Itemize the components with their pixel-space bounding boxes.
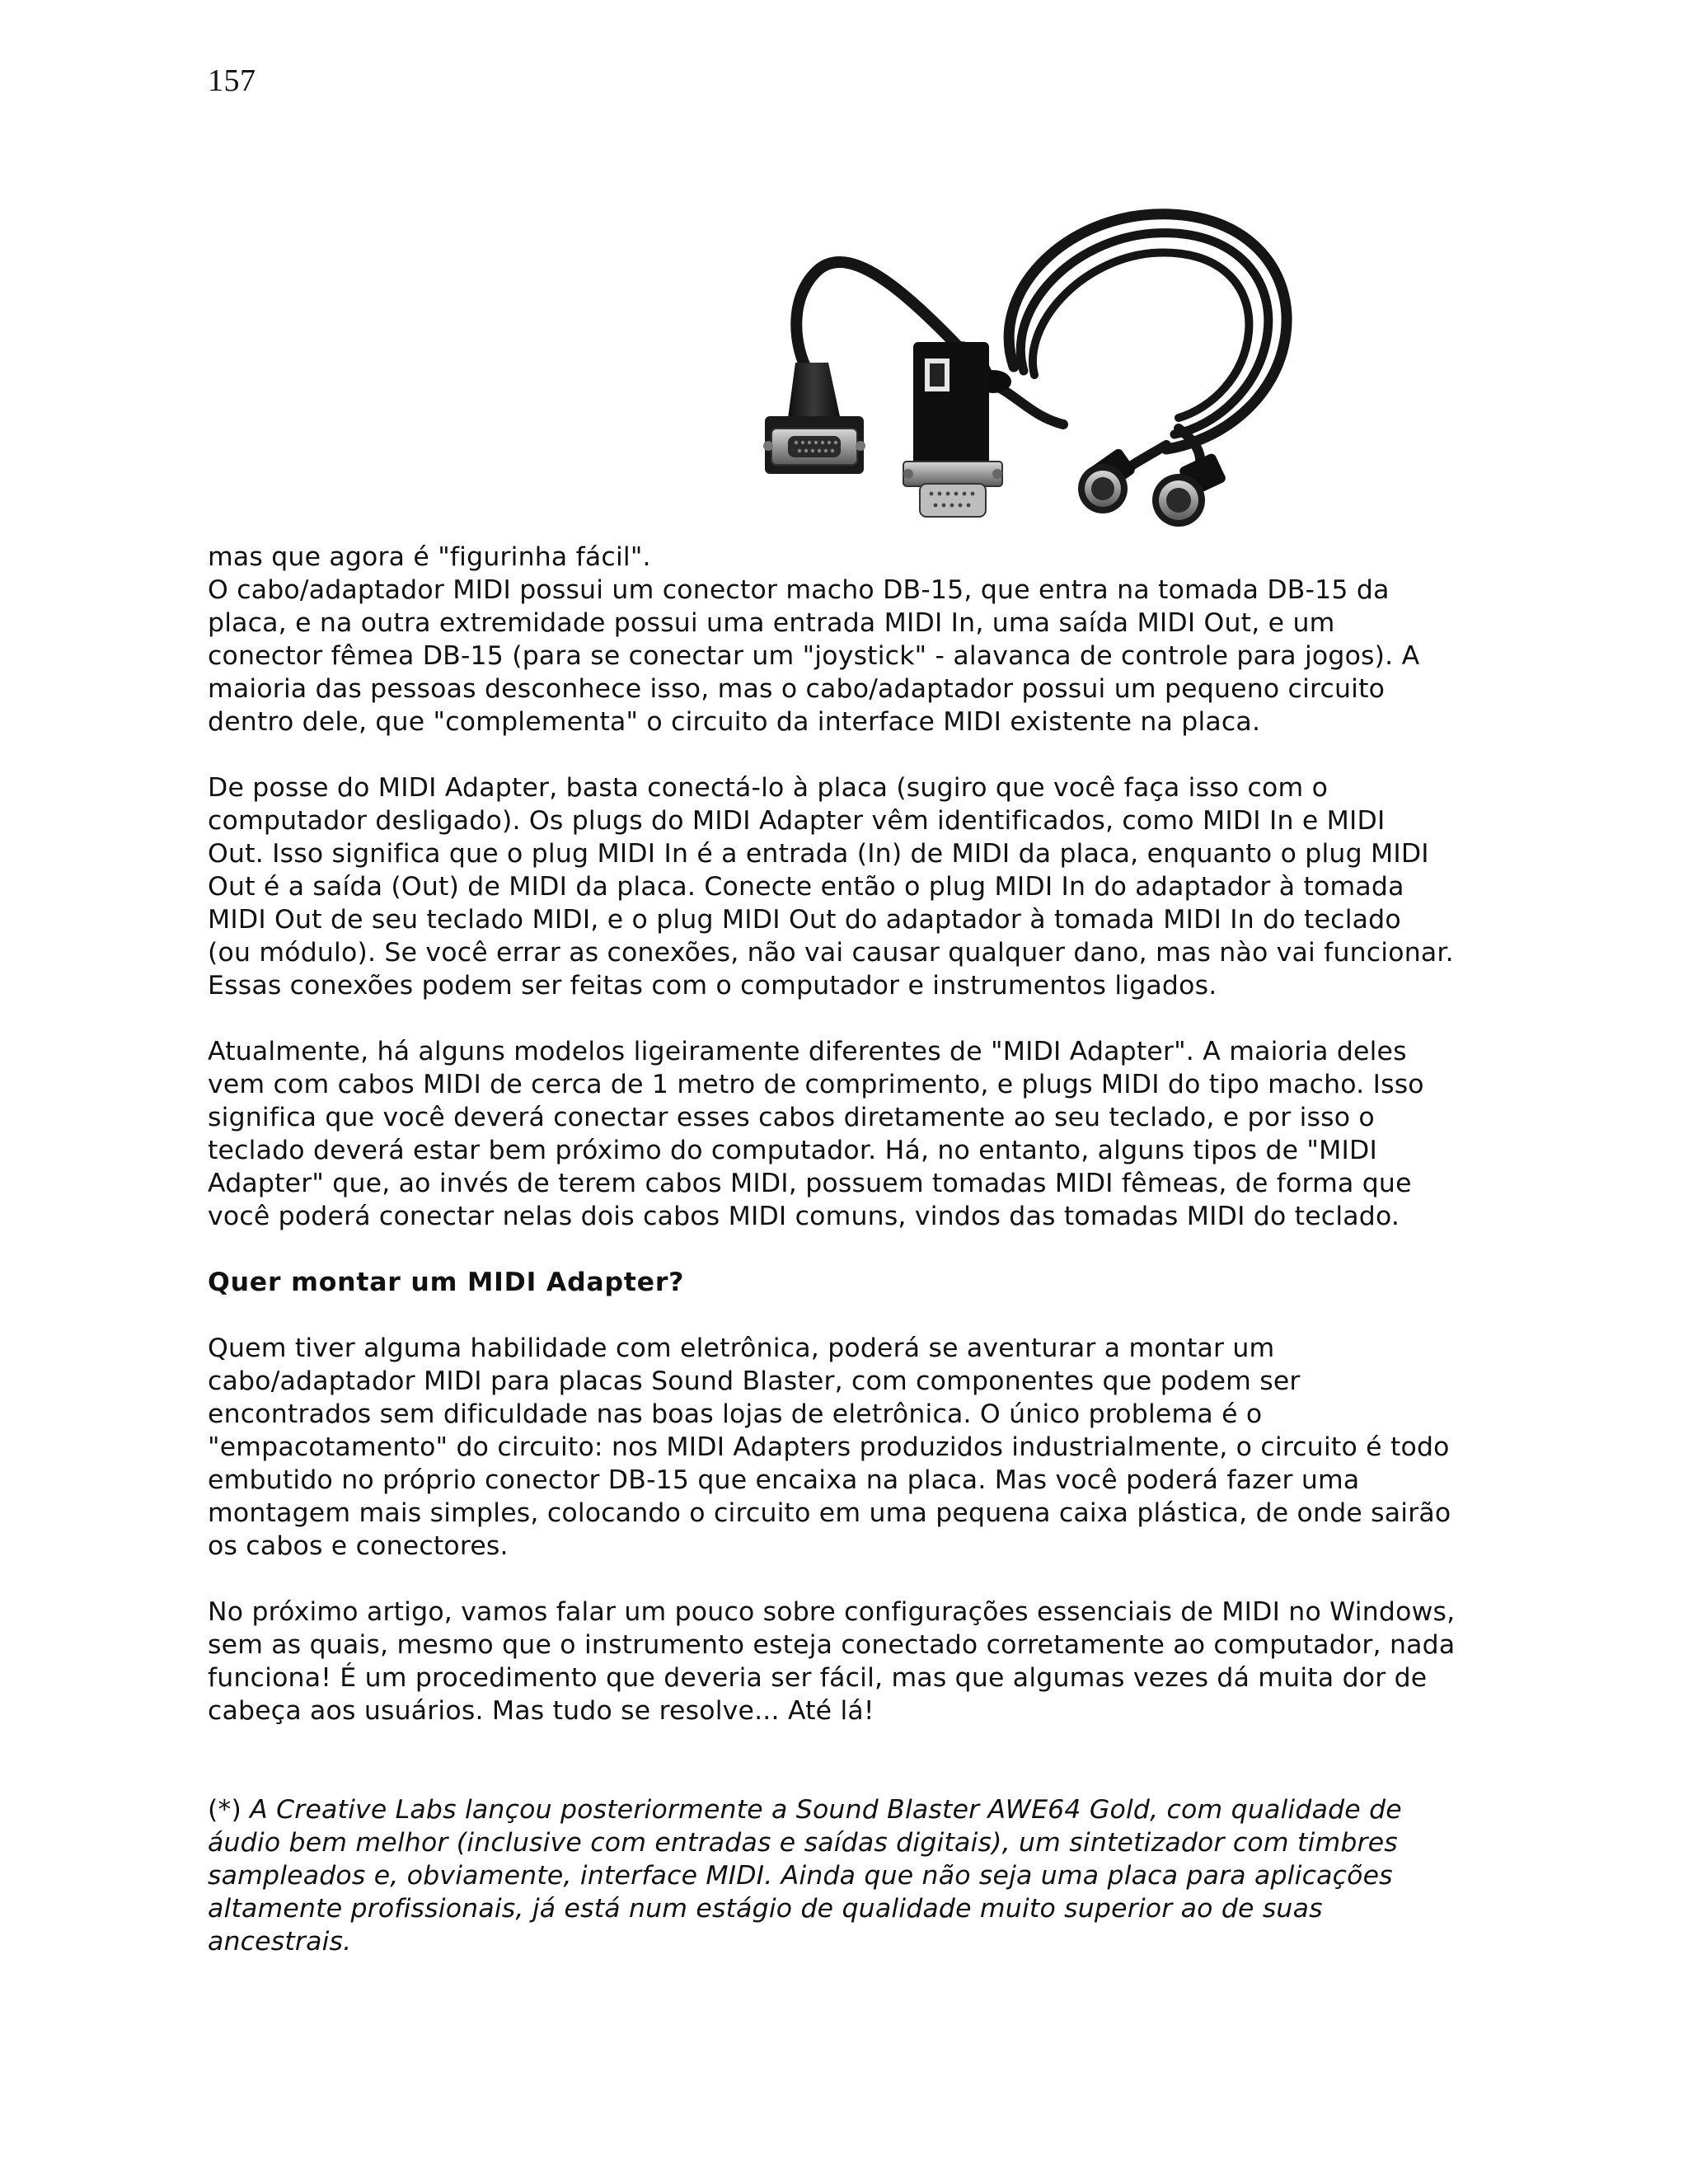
text-line: significa que você deverá conectar esses cabos diretamente ao seu teclado, e por isso o <box>208 1103 1375 1132</box>
text-line: (ou módulo). Se você errar as conexões, não vai causar qualquer dano, mas nào vai funcionar. <box>208 938 1454 968</box>
text-line: No próximo artigo, vamos falar um pouco sobre configurações essenciais de MIDI no Windows, <box>208 1597 1456 1627</box>
midi-din-plug-out <box>1152 452 1227 527</box>
text-line: vem com cabos MIDI de cerca de 1 metro de comprimento, e plugs MIDI do tipo macho. Isso <box>208 1070 1424 1099</box>
text-line: maioria das pessoas desconhece isso, mas o cabo/adaptador possui um pequeno circuito <box>208 674 1386 704</box>
midi-adapter-photo <box>717 194 1311 532</box>
text-line: Out. Isso significa que o plug MIDI In é a entrada (In) de MIDI da placa, enquanto o plug MIDI <box>208 839 1429 869</box>
text-line: funciona! É um procedimento que deveria ser fácil, mas que algumas vezes dá muita dor de <box>208 1663 1428 1693</box>
text-line: embutido no próprio conector DB-15 que encaixa na placa. Mas você poderá fazer uma <box>208 1465 1360 1495</box>
paragraph-4 <box>208 1332 1535 1563</box>
text-line: encontrados sem dificuldade nas boas lojas de eletrônica. O único problema é o <box>208 1399 1263 1429</box>
text-line: "empacotamento" do circuito: nos MIDI Adapters produzidos industrialmente, o circuito é todo <box>208 1432 1450 1462</box>
text-line: ancestrais. <box>208 1927 352 1957</box>
text-line: computador desligado). Os plugs do MIDI Adapter vêm identificados, como MIDI In e MIDI <box>208 806 1386 836</box>
paragraph-5 <box>208 1596 1535 1727</box>
footnote <box>208 1793 1535 1958</box>
male-db15-connector <box>903 342 1002 517</box>
text-line: MIDI Out de seu teclado MIDI, e o plug MIDI Out do adaptador à tomada MIDI In do teclado <box>208 905 1401 935</box>
text-line: você poderá conectar nelas dois cabos MIDI comuns, vindos das tomadas MIDI do teclado. <box>208 1202 1400 1231</box>
text-line: montagem mais simples, colocando o circuito em uma pequena caixa plástica, de onde sairão <box>208 1498 1451 1528</box>
text-line: cabeça aos usuários. Mas tudo se resolve... Até lá! <box>208 1696 874 1726</box>
section-heading: Quer montar um MIDI Adapter? <box>208 1268 685 1297</box>
text-line: os cabos e conectores. <box>208 1531 509 1561</box>
female-db15-connector <box>763 363 865 474</box>
text-line: cabo/adaptador MIDI para placas Sound Blaster, com componentes que podem ser <box>208 1366 1301 1396</box>
text-line: altamente profissionais, já está num estágio de qualidade muito superior ao de suas <box>208 1894 1323 1924</box>
text-line: dentro dele, que "complementa" o circuito da interface MIDI existente na placa. <box>208 707 1261 737</box>
text-line: A Creative Labs lançou posteriormente a Sound Blaster AWE64 Gold, com qualidade de <box>250 1795 1402 1825</box>
text-line: sampleados e, obviamente, interface MIDI. Ainda que não seja uma placa para aplicações <box>208 1861 1393 1891</box>
text-line: Adapter" que, ao invés de terem cabos MIDI, possuem tomadas MIDI fêmeas, de forma que <box>208 1169 1412 1198</box>
text-line: placa, e na outra extremidade possui uma entrada MIDI In, uma saída MIDI Out, e um <box>208 608 1335 638</box>
text-line: De posse do MIDI Adapter, basta conectá-lo à placa (sugiro que você faça isso com o <box>208 773 1329 803</box>
text-line: Out é a saída (Out) de MIDI da placa. Conecte então o plug MIDI In do adaptador à tomada <box>208 872 1404 902</box>
footnote-mark: (*) <box>208 1795 251 1825</box>
paragraph-3 <box>208 1035 1535 1233</box>
midi-din-plug-in <box>1078 447 1137 513</box>
text-line: Quem tiver alguma habilidade com eletrônica, poderá se aventurar a montar um <box>208 1333 1275 1363</box>
text-line: teclado deverá estar bem próximo do computador. Há, no entanto, alguns tipos de "MIDI <box>208 1136 1377 1165</box>
text-line: mas que agora é "figurinha fácil". <box>208 542 651 572</box>
midi-adapter-cable-icon <box>717 194 1311 532</box>
text-line: Atualmente, há alguns modelos ligeiramente diferentes de "MIDI Adapter". A maioria deles <box>208 1037 1407 1066</box>
text-line: O cabo/adaptador MIDI possui um conector macho DB-15, que entra na tomada DB-15 da <box>208 575 1390 605</box>
article-body <box>208 541 1535 1958</box>
text-line: conector fêmea DB-15 (para se conectar um "joystick" - alavanca de controle para jogos). A <box>208 641 1420 671</box>
paragraph-1 <box>208 541 1535 738</box>
text-line: áudio bem melhor (inclusive com entradas e saídas digitais), um sintetizador com timbres <box>208 1828 1398 1858</box>
page-number: 157 <box>208 63 256 98</box>
paragraph-2 <box>208 771 1535 1002</box>
text-line: Essas conexões podem ser feitas com o computador e instrumentos ligados. <box>208 971 1217 1001</box>
text-line: sem as quais, mesmo que o instrumento esteja conectado corretamente ao computador, nada <box>208 1630 1456 1660</box>
